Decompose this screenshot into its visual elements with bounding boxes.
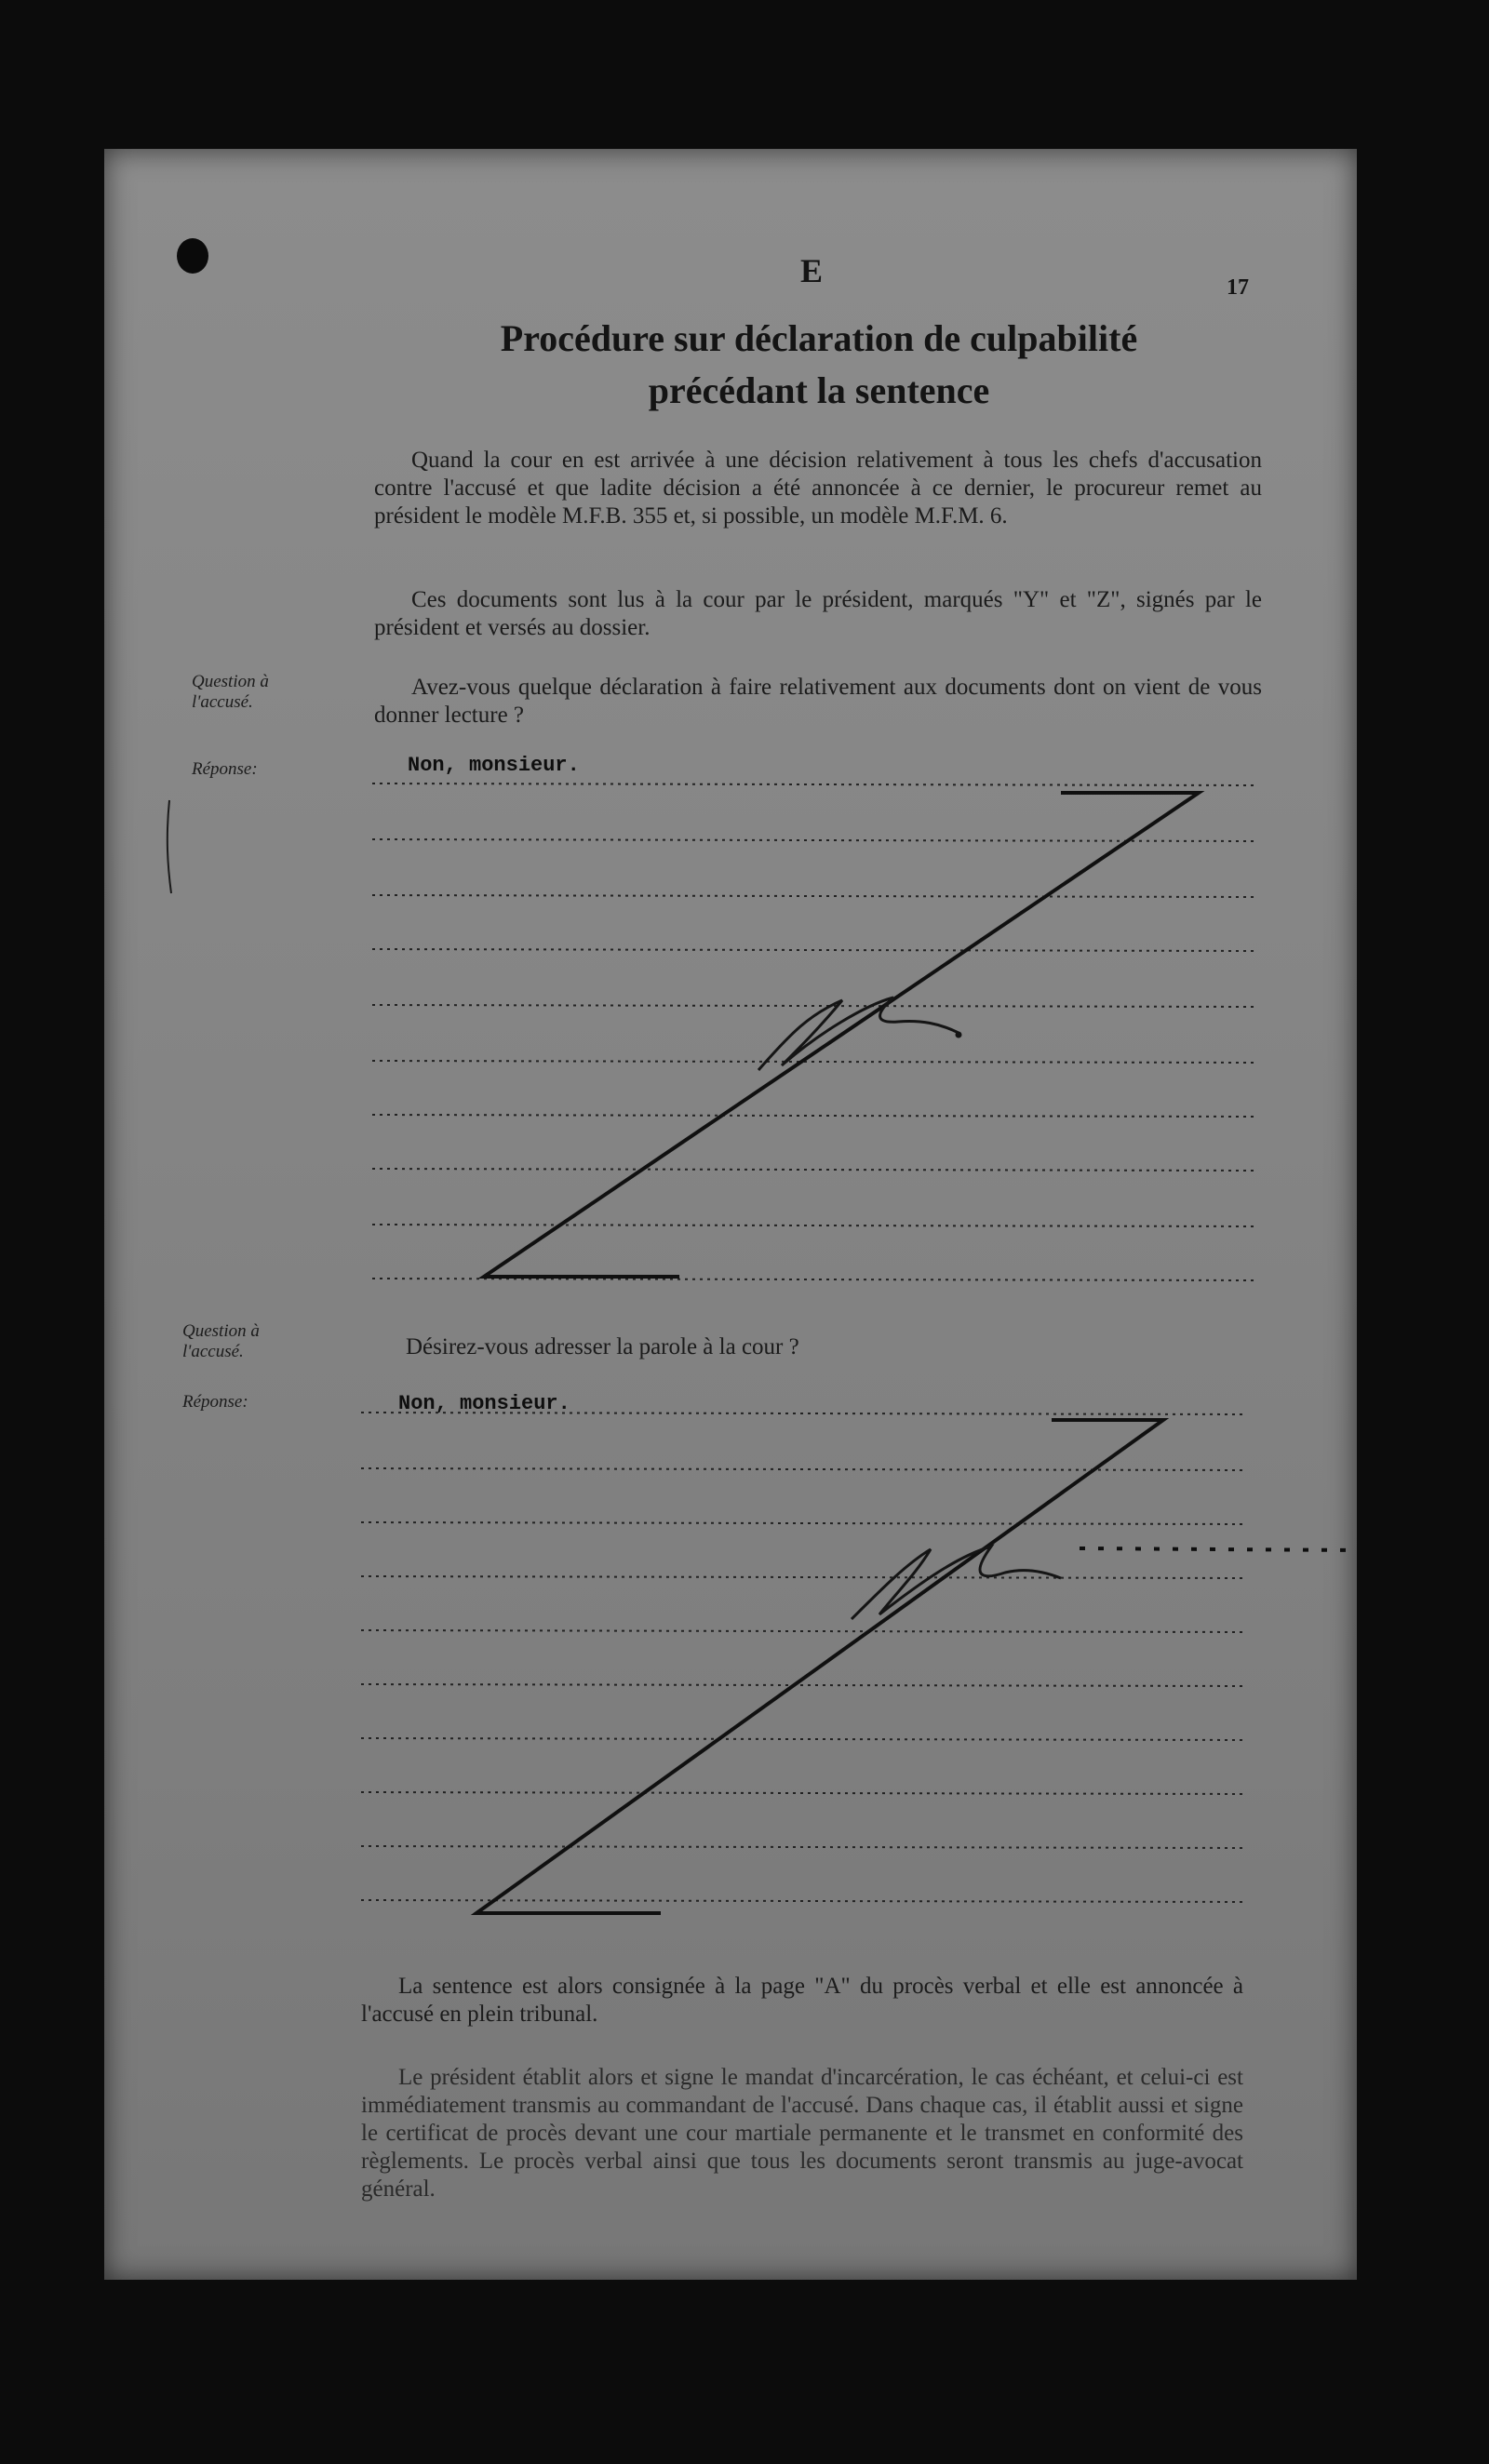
signature-2 [852,1547,1061,1619]
paragraph-warrant: Le président établit alors et signe le mandat d'incarcération, le cas échéant, et celui-ci est immédiatement transmis au commandant de l'accusé. Dans chaque cas, il établit aussi et signe le certificat de procès devant une cour martiale permanente et le transmet en conformité des règlements. Le procès verbal ainsi que tous les documents seront transmis au juge-avocat général. [361,2065,1243,2202]
response-2-typed: Non, monsieur. [398,1392,570,1415]
margin-mark [168,800,171,893]
response-1-strike-z [484,793,1199,1277]
response-2-dotted-lines [361,1413,1247,1902]
signature-1 [758,998,960,1070]
paragraph-documents: Ces documents sont lus à la cour par le président, marqués "Y" et "Z", signés par le président et versés au dossier. [374,587,1262,640]
response-1-label: Réponse: [192,759,258,779]
paragraph-intro: Quand la cour en est arrivée à une décision relativement à tous les chefs d'accusation contre l'accusé et que ladite décision a été annoncée à ce dernier, le procureur remet au président le modèle M.F.B. 355 et, si possible, un modèle M.F.M. 6. [374,448,1262,529]
response-2-label: Réponse: [182,1392,248,1412]
page-subtitle: précédant la sentence [648,369,990,411]
question-2-text: Désirez-vous adresser la parole à la cour ? [406,1334,799,1359]
paragraph-sentence: La sentence est alors consignée à la page "A" du procès verbal et elle est annoncée à l'accusé en plein tribunal. [361,1974,1243,2027]
page-title: Procédure sur déclaration de culpabilité [500,317,1138,359]
response-2-strike-z [476,1420,1163,1913]
response-1-typed: Non, monsieur. [408,754,580,777]
question-1-label: Question à l'accusé. [192,672,269,712]
response-2-extra-dashes [1080,1548,1359,1550]
page-number: 17 [1227,275,1249,300]
section-letter: E [800,252,824,289]
question-2-label: Question à l'accusé. [182,1321,260,1361]
question-1-text: Avez-vous quelque déclaration à faire relativement aux documents dont on vient de vous donner lecture ? [374,675,1262,728]
